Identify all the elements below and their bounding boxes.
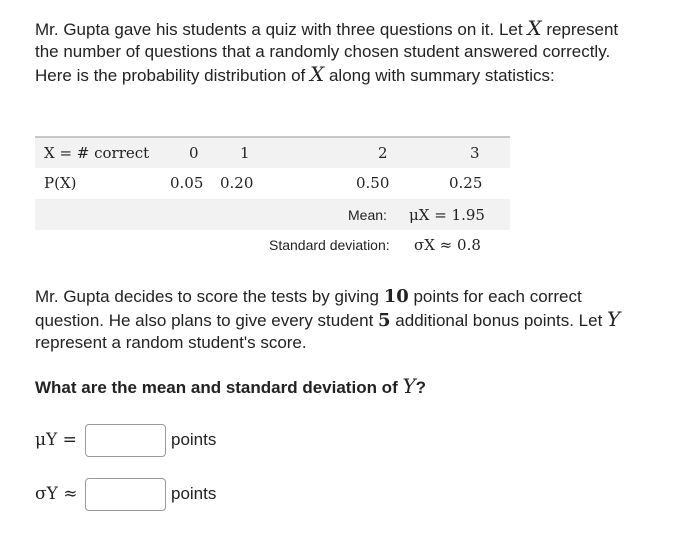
mean-answer-row <box>35 423 216 457</box>
question-text: What are the mean and standard deviation of <box>35 378 403 397</box>
intro-text: along with summary statistics: <box>324 66 555 85</box>
mean-y-label: μY = <box>35 430 77 450</box>
scoring-text: represent a random student's score. <box>35 333 307 352</box>
sd-label: Standard deviation: <box>269 237 390 253</box>
variable-y: Y <box>607 307 621 331</box>
sd-answer-input[interactable] <box>85 478 166 511</box>
value-1: 1 <box>240 144 250 162</box>
variable-y: Y <box>402 374 416 398</box>
question-prompt <box>35 375 426 399</box>
prob-1: 0.20 <box>220 174 254 192</box>
value-3: 3 <box>470 144 480 162</box>
scoring-text: additional bonus points. Let <box>390 311 608 330</box>
prob-2: 0.50 <box>356 174 390 192</box>
prob-label: P(X) <box>44 174 77 192</box>
prob-0: 0.05 <box>170 174 204 192</box>
sd-y-label: σY ≈ <box>35 484 78 504</box>
sd-unit-label: points <box>171 484 217 503</box>
variable-x: X <box>309 62 325 86</box>
intro-paragraph <box>35 17 625 87</box>
mean-unit-label: points <box>171 430 217 449</box>
intro-text: Mr. Gupta gave his students a quiz with three questions on it. Let <box>35 20 528 39</box>
header-x-label: X = # correct <box>44 144 150 162</box>
variable-x: X <box>527 16 542 40</box>
sd-answer-row <box>35 477 216 511</box>
scoring-paragraph <box>35 286 635 354</box>
bonus-points: 5 <box>378 310 391 331</box>
mean-answer-input[interactable] <box>85 424 166 457</box>
scoring-text: points for each correct question. He also plans to give every student <box>35 287 582 330</box>
value-2: 2 <box>378 144 388 162</box>
mean-label: Mean: <box>348 207 387 223</box>
value-0: 0 <box>189 144 199 162</box>
points-per-correct: 10 <box>383 286 409 307</box>
question-mark: ? <box>415 378 427 397</box>
prob-3: 0.25 <box>449 174 483 192</box>
mean-value: μX = 1.95 <box>409 206 485 224</box>
sd-value: σX ≈ 0.8 <box>414 236 481 254</box>
intro-text: represent the number of questions that a randomly chosen student answered correctly. Here is the probability distribution of <box>35 20 619 85</box>
scoring-text: Mr. Gupta decides to score the tests by giving <box>35 287 384 306</box>
